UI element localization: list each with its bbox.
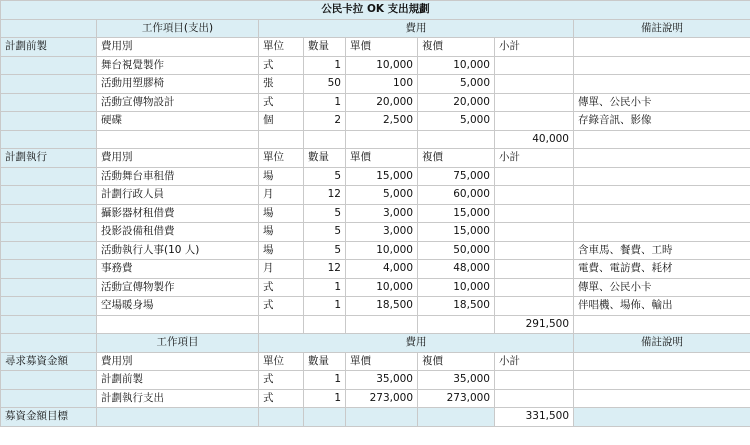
blank-cell[interactable]	[346, 130, 418, 149]
price-cell[interactable]: 35,000	[346, 371, 418, 390]
qty-cell[interactable]: 1	[304, 93, 346, 112]
unit-cell[interactable]: 式	[259, 389, 304, 408]
item-row	[1, 371, 750, 390]
subtotal-cell[interactable]	[495, 204, 574, 223]
group-blank-cell[interactable]	[1, 241, 97, 260]
total-cell[interactable]: 48,000	[418, 260, 495, 279]
qty-cell[interactable]: 5	[304, 167, 346, 186]
item-row	[1, 75, 750, 94]
unit-cell[interactable]: 月	[259, 186, 304, 205]
note-cell[interactable]: 含車馬、餐費、工時	[574, 241, 750, 260]
price-cell[interactable]: 4,000	[346, 260, 418, 279]
price-cell[interactable]: 15,000	[346, 167, 418, 186]
blank-cell[interactable]	[418, 315, 495, 334]
note-cell[interactable]: 存錄音訊、影像	[574, 112, 750, 131]
label-total-price[interactable]: 複價	[418, 149, 495, 168]
item-row	[1, 223, 750, 242]
group-blank-cell[interactable]	[1, 297, 97, 316]
qty-cell[interactable]: 1	[304, 278, 346, 297]
item-row	[1, 186, 750, 205]
qty-cell[interactable]: 2	[304, 112, 346, 131]
blank-cell[interactable]	[259, 315, 304, 334]
blank-cell[interactable]	[97, 408, 259, 427]
blank-cell[interactable]	[418, 130, 495, 149]
item-row	[1, 93, 750, 112]
label-fee-type[interactable]: 費用別	[97, 352, 259, 371]
blank-cell[interactable]	[304, 408, 346, 427]
blank-cell[interactable]	[304, 130, 346, 149]
note-cell[interactable]	[574, 389, 750, 408]
note-cell[interactable]: 電費、電訪費、耗材	[574, 260, 750, 279]
note-cell[interactable]	[574, 408, 750, 427]
subtotal-cell[interactable]	[495, 56, 574, 75]
total-cell[interactable]: 273,000	[418, 389, 495, 408]
label-subtotal[interactable]: 小計	[495, 149, 574, 168]
note-cell[interactable]	[574, 56, 750, 75]
item-row	[1, 56, 750, 75]
subtotal-row	[1, 130, 750, 149]
blank-cell[interactable]	[259, 130, 304, 149]
total-cell[interactable]: 75,000	[418, 167, 495, 186]
subtotal-cell[interactable]	[495, 75, 574, 94]
fee-cell[interactable]: 計劃前製	[97, 371, 259, 390]
item-row	[1, 389, 750, 408]
unit-cell[interactable]: 式	[259, 56, 304, 75]
label-qty[interactable]: 數量	[304, 352, 346, 371]
blank-cell[interactable]	[346, 315, 418, 334]
item-row	[1, 278, 750, 297]
qty-cell[interactable]: 1	[304, 371, 346, 390]
blank-cell[interactable]	[304, 315, 346, 334]
group-blank-cell[interactable]	[1, 56, 97, 75]
price-cell[interactable]: 100	[346, 75, 418, 94]
group-name-cell[interactable]: 計劃前製	[1, 38, 97, 57]
blank-cell[interactable]	[97, 315, 259, 334]
total-cell[interactable]: 10,000	[418, 56, 495, 75]
fee-cell[interactable]: 活動用塑膠椅	[97, 75, 259, 94]
unit-cell[interactable]: 個	[259, 112, 304, 131]
label-fee-type[interactable]: 費用別	[97, 149, 259, 168]
note-cell[interactable]	[574, 38, 750, 57]
group-blank-cell[interactable]	[1, 371, 97, 390]
qty-cell[interactable]: 5	[304, 223, 346, 242]
subtotal-cell[interactable]	[495, 167, 574, 186]
note-cell[interactable]	[574, 223, 750, 242]
group-blank-cell[interactable]	[1, 204, 97, 223]
note-cell[interactable]	[574, 130, 750, 149]
fee-cell[interactable]: 活動宣傳物製作	[97, 278, 259, 297]
fee-cell[interactable]: 空場暖身場	[97, 297, 259, 316]
group-blank-cell[interactable]	[1, 93, 97, 112]
note-cell[interactable]	[574, 352, 750, 371]
item-row	[1, 260, 750, 279]
group-blank-cell[interactable]	[1, 223, 97, 242]
subtotal-cell[interactable]	[495, 260, 574, 279]
group-blank-cell[interactable]	[1, 75, 97, 94]
subtotal-cell[interactable]	[495, 93, 574, 112]
fee-cell[interactable]: 事務費	[97, 260, 259, 279]
total-cell[interactable]: 50,000	[418, 241, 495, 260]
subtotal-cell[interactable]	[495, 297, 574, 316]
note-cell[interactable]	[574, 186, 750, 205]
price-cell[interactable]: 10,000	[346, 241, 418, 260]
sheet-title[interactable]: 公民卡拉 OK 支出規劃	[1, 1, 750, 20]
note-cell[interactable]	[574, 204, 750, 223]
header-work-item[interactable]: 工作項目	[97, 334, 259, 353]
group-name-cell[interactable]: 計劃執行	[1, 149, 97, 168]
column-label-row	[1, 352, 750, 371]
unit-cell[interactable]: 場	[259, 241, 304, 260]
qty-cell[interactable]: 5	[304, 204, 346, 223]
unit-cell[interactable]: 張	[259, 75, 304, 94]
blank-cell[interactable]	[418, 408, 495, 427]
blank-cell[interactable]	[259, 408, 304, 427]
unit-cell[interactable]: 式	[259, 371, 304, 390]
header-blank-cell[interactable]	[1, 334, 97, 353]
header-remarks[interactable]: 備註說明	[574, 334, 750, 353]
unit-cell[interactable]: 式	[259, 93, 304, 112]
price-cell[interactable]: 3,000	[346, 204, 418, 223]
fee-cell[interactable]: 活動舞台車租借	[97, 167, 259, 186]
label-qty[interactable]: 數量	[304, 149, 346, 168]
label-unit[interactable]: 單位	[259, 352, 304, 371]
header-cost[interactable]: 費用	[259, 334, 574, 353]
subtotal-cell[interactable]	[495, 223, 574, 242]
qty-cell[interactable]: 1	[304, 56, 346, 75]
price-cell[interactable]: 10,000	[346, 278, 418, 297]
fee-cell[interactable]: 活動宣傳物設計	[97, 93, 259, 112]
fee-cell[interactable]: 計劃執行支出	[97, 389, 259, 408]
unit-cell[interactable]: 月	[259, 260, 304, 279]
total-cell[interactable]: 5,000	[418, 112, 495, 131]
price-cell[interactable]: 10,000	[346, 56, 418, 75]
group-blank-cell[interactable]	[1, 112, 97, 131]
note-cell[interactable]	[574, 371, 750, 390]
note-cell[interactable]: 傳單、公民小卡	[574, 278, 750, 297]
total-cell[interactable]: 15,000	[418, 223, 495, 242]
subtotal-cell[interactable]	[495, 241, 574, 260]
group-blank-cell[interactable]	[1, 130, 97, 149]
group-blank-cell[interactable]	[1, 167, 97, 186]
price-cell[interactable]: 5,000	[346, 186, 418, 205]
item-row	[1, 297, 750, 316]
label-unit[interactable]: 單位	[259, 149, 304, 168]
fee-cell[interactable]: 舞台視覺製作	[97, 56, 259, 75]
fee-cell[interactable]: 攝影器材租借費	[97, 204, 259, 223]
subtotal-cell[interactable]	[495, 112, 574, 131]
group-blank-cell[interactable]	[1, 260, 97, 279]
section-header-row	[1, 334, 750, 353]
label-unit-price[interactable]: 單價	[346, 38, 418, 57]
group-blank-cell[interactable]	[1, 186, 97, 205]
label-total-price[interactable]: 複價	[418, 352, 495, 371]
price-cell[interactable]: 20,000	[346, 93, 418, 112]
qty-cell[interactable]: 1	[304, 297, 346, 316]
note-cell[interactable]: 伴唱機、場佈、輸出	[574, 297, 750, 316]
qty-cell[interactable]: 50	[304, 75, 346, 94]
unit-cell[interactable]: 式	[259, 297, 304, 316]
column-label-row	[1, 149, 750, 168]
label-unit-price[interactable]: 單價	[346, 352, 418, 371]
label-subtotal[interactable]: 小計	[495, 38, 574, 57]
total-cell[interactable]: 60,000	[418, 186, 495, 205]
total-cell[interactable]: 20,000	[418, 93, 495, 112]
goal-label-cell[interactable]: 募資金額目標	[1, 408, 97, 427]
fee-cell[interactable]: 計劃行政人員	[97, 186, 259, 205]
price-cell[interactable]: 3,000	[346, 223, 418, 242]
unit-cell[interactable]: 式	[259, 278, 304, 297]
subtotal-value-cell[interactable]: 291,500	[495, 315, 574, 334]
blank-cell[interactable]	[346, 408, 418, 427]
note-cell[interactable]: 傳單、公民小卡	[574, 93, 750, 112]
item-row	[1, 204, 750, 223]
header-cost[interactable]: 費用	[259, 19, 574, 38]
fee-cell[interactable]: 投影設備租借費	[97, 223, 259, 242]
subtotal-cell[interactable]	[495, 186, 574, 205]
price-cell[interactable]: 2,500	[346, 112, 418, 131]
qty-cell[interactable]: 12	[304, 186, 346, 205]
group-name-cell[interactable]: 尋求募資金額	[1, 352, 97, 371]
label-qty[interactable]: 數量	[304, 38, 346, 57]
fee-cell[interactable]: 活動執行人事(10 人)	[97, 241, 259, 260]
item-row	[1, 241, 750, 260]
blank-cell[interactable]	[97, 130, 259, 149]
label-fee-type[interactable]: 費用別	[97, 38, 259, 57]
header-blank-cell[interactable]	[1, 19, 97, 38]
total-cell[interactable]: 35,000	[418, 371, 495, 390]
item-row	[1, 167, 750, 186]
column-label-row	[1, 38, 750, 57]
qty-cell[interactable]: 5	[304, 241, 346, 260]
group-blank-cell[interactable]	[1, 389, 97, 408]
total-cell[interactable]: 18,500	[418, 297, 495, 316]
group-blank-cell[interactable]	[1, 315, 97, 334]
label-subtotal[interactable]: 小計	[495, 352, 574, 371]
item-row	[1, 112, 750, 131]
subtotal-cell[interactable]	[495, 371, 574, 390]
total-cell[interactable]: 10,000	[418, 278, 495, 297]
header-work-item[interactable]: 工作項目(支出)	[97, 19, 259, 38]
qty-cell[interactable]: 1	[304, 389, 346, 408]
subtotal-cell[interactable]	[495, 278, 574, 297]
header-remarks[interactable]: 備註說明	[574, 19, 750, 38]
note-cell[interactable]	[574, 75, 750, 94]
title-row	[1, 1, 750, 20]
total-cell[interactable]: 15,000	[418, 204, 495, 223]
label-unit[interactable]: 單位	[259, 38, 304, 57]
price-cell[interactable]: 18,500	[346, 297, 418, 316]
price-cell[interactable]: 273,000	[346, 389, 418, 408]
fee-cell[interactable]: 硬碟	[97, 112, 259, 131]
unit-cell[interactable]: 場	[259, 204, 304, 223]
note-cell[interactable]	[574, 167, 750, 186]
note-cell[interactable]	[574, 315, 750, 334]
unit-cell[interactable]: 場	[259, 223, 304, 242]
note-cell[interactable]	[574, 149, 750, 168]
subtotal-row	[1, 408, 750, 427]
qty-cell[interactable]: 12	[304, 260, 346, 279]
subtotal-cell[interactable]	[495, 389, 574, 408]
total-cell[interactable]: 5,000	[418, 75, 495, 94]
group-blank-cell[interactable]	[1, 278, 97, 297]
subtotal-row	[1, 315, 750, 334]
label-total-price[interactable]: 複價	[418, 38, 495, 57]
unit-cell[interactable]: 場	[259, 167, 304, 186]
label-unit-price[interactable]: 單價	[346, 149, 418, 168]
section-header-row	[1, 19, 750, 38]
subtotal-value-cell[interactable]: 331,500	[495, 408, 574, 427]
subtotal-value-cell[interactable]: 40,000	[495, 130, 574, 149]
